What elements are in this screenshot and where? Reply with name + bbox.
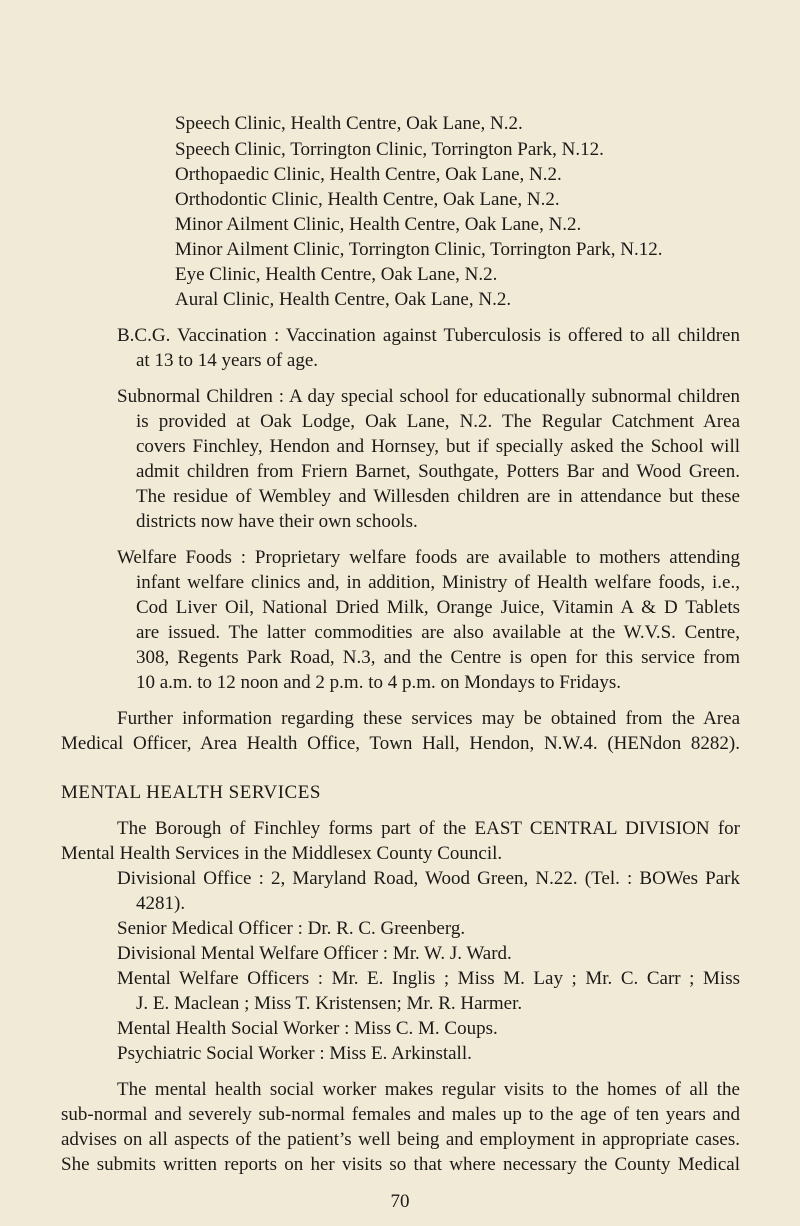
clinic-line: Orthopaedic Clinic, Health Centre, Oak Lane, N.2. [175, 164, 562, 185]
welfare-paragraph-line: infant welfare clinics and, in addition, Ministry of Health welfare foods, i.e., [136, 572, 740, 593]
page-number: 70 [390, 1191, 410, 1212]
bcg-paragraph-line: B.C.G. Vaccination : Vaccination against Tuberculosis is offered to all children [117, 325, 740, 346]
subnormal-paragraph-line: districts now have their own schools. [136, 511, 418, 532]
clinic-line: Minor Ailment Clinic, Torrington Clinic, Torrington Park, N.12. [175, 239, 663, 260]
mental-intro-line: Mental Health Services in the Middlesex County Council. [61, 843, 503, 864]
closing-paragraph-line: She submits written reports on her visits so that where necessary the County Medical [61, 1154, 740, 1175]
staff-line: J. E. Maclean ; Miss T. Kristensen; Mr. R. Harmer. [136, 993, 523, 1014]
closing-paragraph-line: advises on all aspects of the patient’s well being and employment in appropriate cases. [61, 1129, 740, 1150]
subnormal-paragraph-line: The residue of Wembley and Willesden children are in attendance but these [136, 486, 740, 507]
staff-line: Mental Welfare Officers : Mr. E. Inglis ; Miss M. Lay ; Mr. C. Carr ; Miss [117, 968, 740, 989]
subnormal-paragraph-line: is provided at Oak Lodge, Oak Lane, N.2. The Regular Catchment Area [136, 411, 740, 432]
welfare-paragraph-line: 308, Regents Park Road, N.3, and the Centre is open for this service from [136, 647, 740, 668]
mental-intro-line: The Borough of Finchley forms part of the EAST CENTRAL DIVISION for [117, 818, 740, 839]
clinic-line: Minor Ailment Clinic, Health Centre, Oak Lane, N.2. [175, 214, 582, 235]
welfare-paragraph-line: Cod Liver Oil, National Dried Milk, Orange Juice, Vitamin A & D Tablets [136, 597, 740, 618]
staff-line: Mental Health Social Worker : Miss C. M. Coups. [117, 1018, 498, 1039]
staff-line: Psychiatric Social Worker : Miss E. Arkinstall. [117, 1043, 472, 1064]
subnormal-paragraph-line: covers Finchley, Hendon and Hornsey, but if specially asked the School will [136, 436, 740, 457]
welfare-paragraph-line: are issued. The latter commodities are also available at the W.V.S. Centre, [136, 622, 740, 643]
welfare-paragraph-line: 10 a.m. to 12 noon and 2 p.m. to 4 p.m. on Mondays to Fridays. [136, 672, 622, 693]
closing-paragraph-line: The mental health social worker makes regular visits to the homes of all the [117, 1079, 740, 1100]
bcg-paragraph-line: at 13 to 14 years of age. [136, 350, 319, 371]
subnormal-paragraph-line: admit children from Friern Barnet, Southgate, Potters Bar and Wood Green. [136, 461, 740, 482]
clinic-line: Speech Clinic, Torrington Clinic, Torrington Park, N.12. [175, 139, 604, 160]
further-info-paragraph-line: Medical Officer, Area Health Office, Town Hall, Hendon, N.W.4. (HENdon 8282). [61, 733, 740, 754]
welfare-paragraph-line: Welfare Foods : Proprietary welfare foods are available to mothers attending [117, 547, 740, 568]
clinic-line: Aural Clinic, Health Centre, Oak Lane, N.2. [175, 289, 512, 310]
clinic-line: Eye Clinic, Health Centre, Oak Lane, N.2. [175, 264, 498, 285]
subnormal-paragraph-line: Subnormal Children : A day special school for educationally subnormal children [117, 386, 740, 407]
further-info-paragraph-line: Further information regarding these services may be obtained from the Area [117, 708, 740, 729]
staff-line: Divisional Office : 2, Maryland Road, Wood Green, N.22. (Tel. : BOWes Park [117, 868, 740, 889]
section-heading: MENTAL HEALTH SERVICES [61, 782, 321, 803]
clinic-line: Speech Clinic, Health Centre, Oak Lane, N.2. [175, 113, 523, 134]
clinic-line: Orthodontic Clinic, Health Centre, Oak Lane, N.2. [175, 189, 560, 210]
staff-line: 4281). [136, 893, 186, 914]
closing-paragraph-line: sub-normal and severely sub-normal females and males up to the age of ten years and [61, 1104, 740, 1125]
staff-line: Senior Medical Officer : Dr. R. C. Greenberg. [117, 918, 466, 939]
staff-line: Divisional Mental Welfare Officer : Mr. W. J. Ward. [117, 943, 512, 964]
